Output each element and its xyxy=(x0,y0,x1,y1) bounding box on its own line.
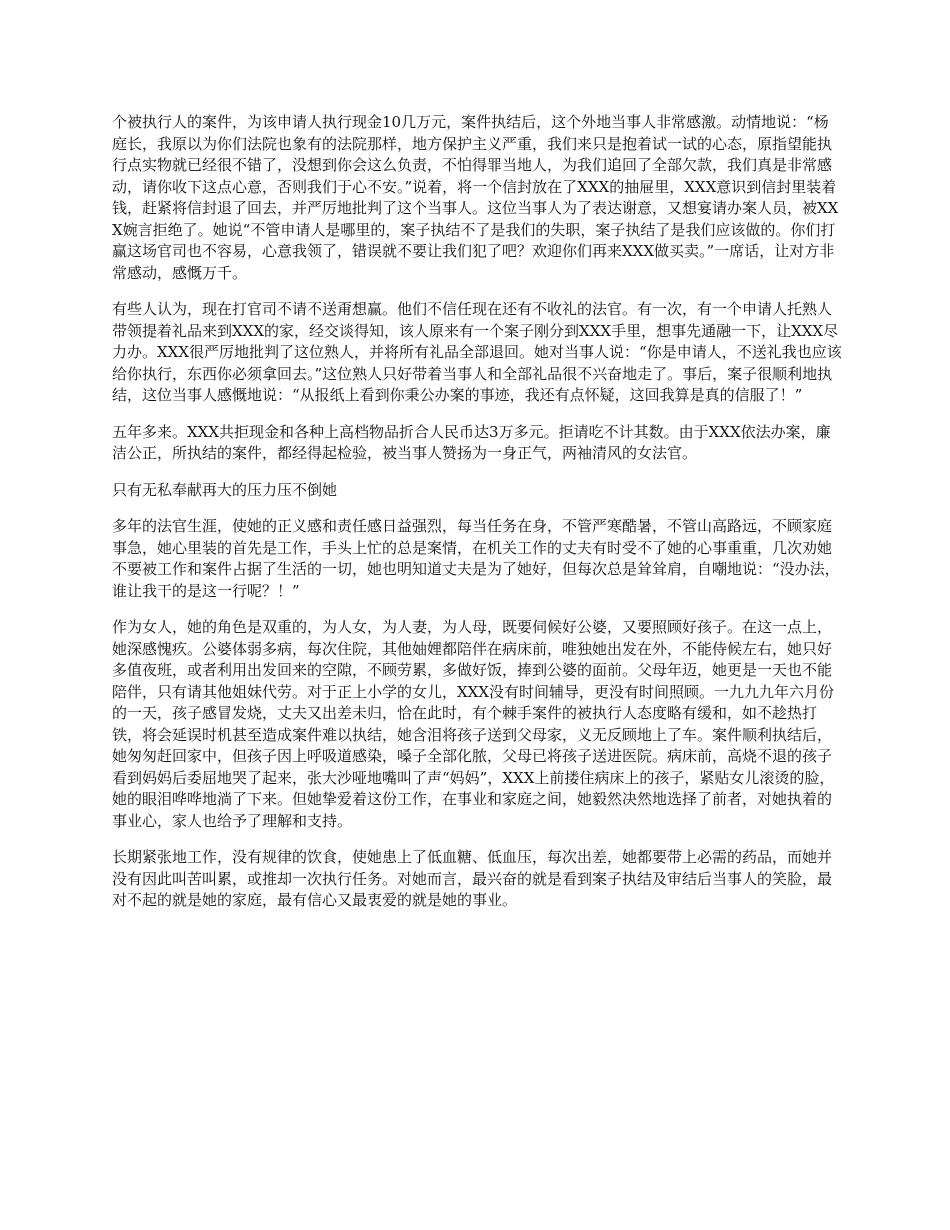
paragraph-2: 有些人认为，现在打官司不请不送甭想赢。他们不信任现在还有不收礼的法官。有一次，有一个申请人托熟人带领提着礼品来到XXX的家，经交谈得知，该人原来有一个案子刚分到XXX手里，想事先通融一下，让XXX尽力办。XXX很严厉地批判了这位熟人，并将所有礼品全部退回。她对当事人说：“你是申请人，不送礼我也应该给你执行，东西你必须拿回去。”这位熟人只好带着当事人和全部礼品很不兴奋地走了。事后，案子很顺利地执结，这位当事人感慨地说：“从报纸上看到你秉公办案的事迹，我还有点怀疑，这回我算是真的信服了！” xyxy=(112,300,842,404)
paragraph-1: 个被执行人的案件，为该申请人执行现金10几万元，案件执结后，这个外地当事人非常感激。动情地说：“杨庭长，我原以为你们法院也象有的法院那样，地方保护主义严重，我们来只是抱着试一试的心态，原指望能执行点实物就已经很不错了，没想到你会这么负责，不怕得罪当地人，为我们追回了全部欠款，我们真是非常感动，请你收下这点心意，否则我们于心不安。”说着，将一个信封放在了XXX的抽屉里，XXX意识到信封里装着钱，赶紧将信封退了回去，并严厉地批判了这个当事人。这位当事人为了表达谢意，又想宴请办案人员，被XXX婉言拒绝了。她说“不管申请人是哪里的，案子执结不了是我们的失职，案子执结了是我们应该做的。你们打赢这场官司也不容易，心意我领了，错误就不要让我们犯了吧？欢迎你们再来XXX做买卖。”一席话，让对方非常感动，感慨万千。 xyxy=(112,113,839,282)
section-heading: 只有无私奉献再大的压力压不倒她 xyxy=(112,480,338,499)
paragraph-4: 多年的法官生涯，使她的正义感和责任感日益强烈，每当任务在身，不管严寒酷暑，不管山高路远，不顾家庭事急，她心里装的首先是工作，手头上忙的总是案情，在机关工作的丈夫有时受不了她的心事重重，几次劝她不要被工作和案件占据了生活的一切，她也明知道丈夫是为了她好，但每次总是耸耸肩，自嘲地说：“没办法，谁让我干的是这一行呢？！” xyxy=(112,517,840,600)
paragraph-3: 五年多来。XXX共拒现金和各种上高档物品折合人民币达3万多元。拒请吃不计其数。由于XXX依法办案，廉洁公正，所执结的案件，都经得起检验，被当事人赞扬为一身正气，两袖清风的女法官。 xyxy=(112,422,831,462)
paragraph-6: 长期紧张地工作，没有规律的饮食，使她患上了低血糖、低血压，每次出差，她都要带上必需的药品，而她并没有因此叫苦叫累，或推却一次执行任务。对她而言，最兴奋的就是看到案子执结及审结后当事人的笑脸，最对不起的就是她的家庭，最有信心又最衷爱的就是她的事业。 xyxy=(112,848,833,909)
paragraph-5: 作为女人，她的角色是双重的，为人女，为人妻，为人母，既要伺候好公婆，又要照顾好孩子。在这一点上，她深感愧疚。公婆体弱多病，每次住院，其他妯娌都陪伴在病床前，唯独她出发在外，不能侍候左右，她只好多值夜班，或者利用出发回来的空隙，不顾劳累，多做好饭，捧到公婆的面前。父母年迈，她更是一天也不能陪伴，只有请其他姐妹代劳。对于正上小学的女儿，XXX没有时间辅导，更没有时间照顾。一九九九年六月份的一天，孩子感冒发烧，丈夫又出差未归，恰在此时，有个棘手案件的被执行人态度略有缓和，如不趁热打铁，将会延误时机甚至造成案件难以执结，她含泪将孩子送到父母家，义无反顾地上了车。案件顺利执结后，她匆匆赶回家中，但孩子因上呼吸道感染，嗓子全部化脓，父母已将孩子送进医院。病床前，高烧不退的孩子看到妈妈后委屈地哭了起来，张大沙哑地嘴叫了声“妈妈”，XXX上前搂住病床上的孩子，紧贴女儿滚烫的脸，她的眼泪哗哗地淌了下来。但她挚爱着这份工作，在事业和家庭之间，她毅然决然地选择了前者，对她执着的事业心，家人也给予了理解和支持。 xyxy=(112,618,835,830)
document-body xyxy=(112,112,842,927)
